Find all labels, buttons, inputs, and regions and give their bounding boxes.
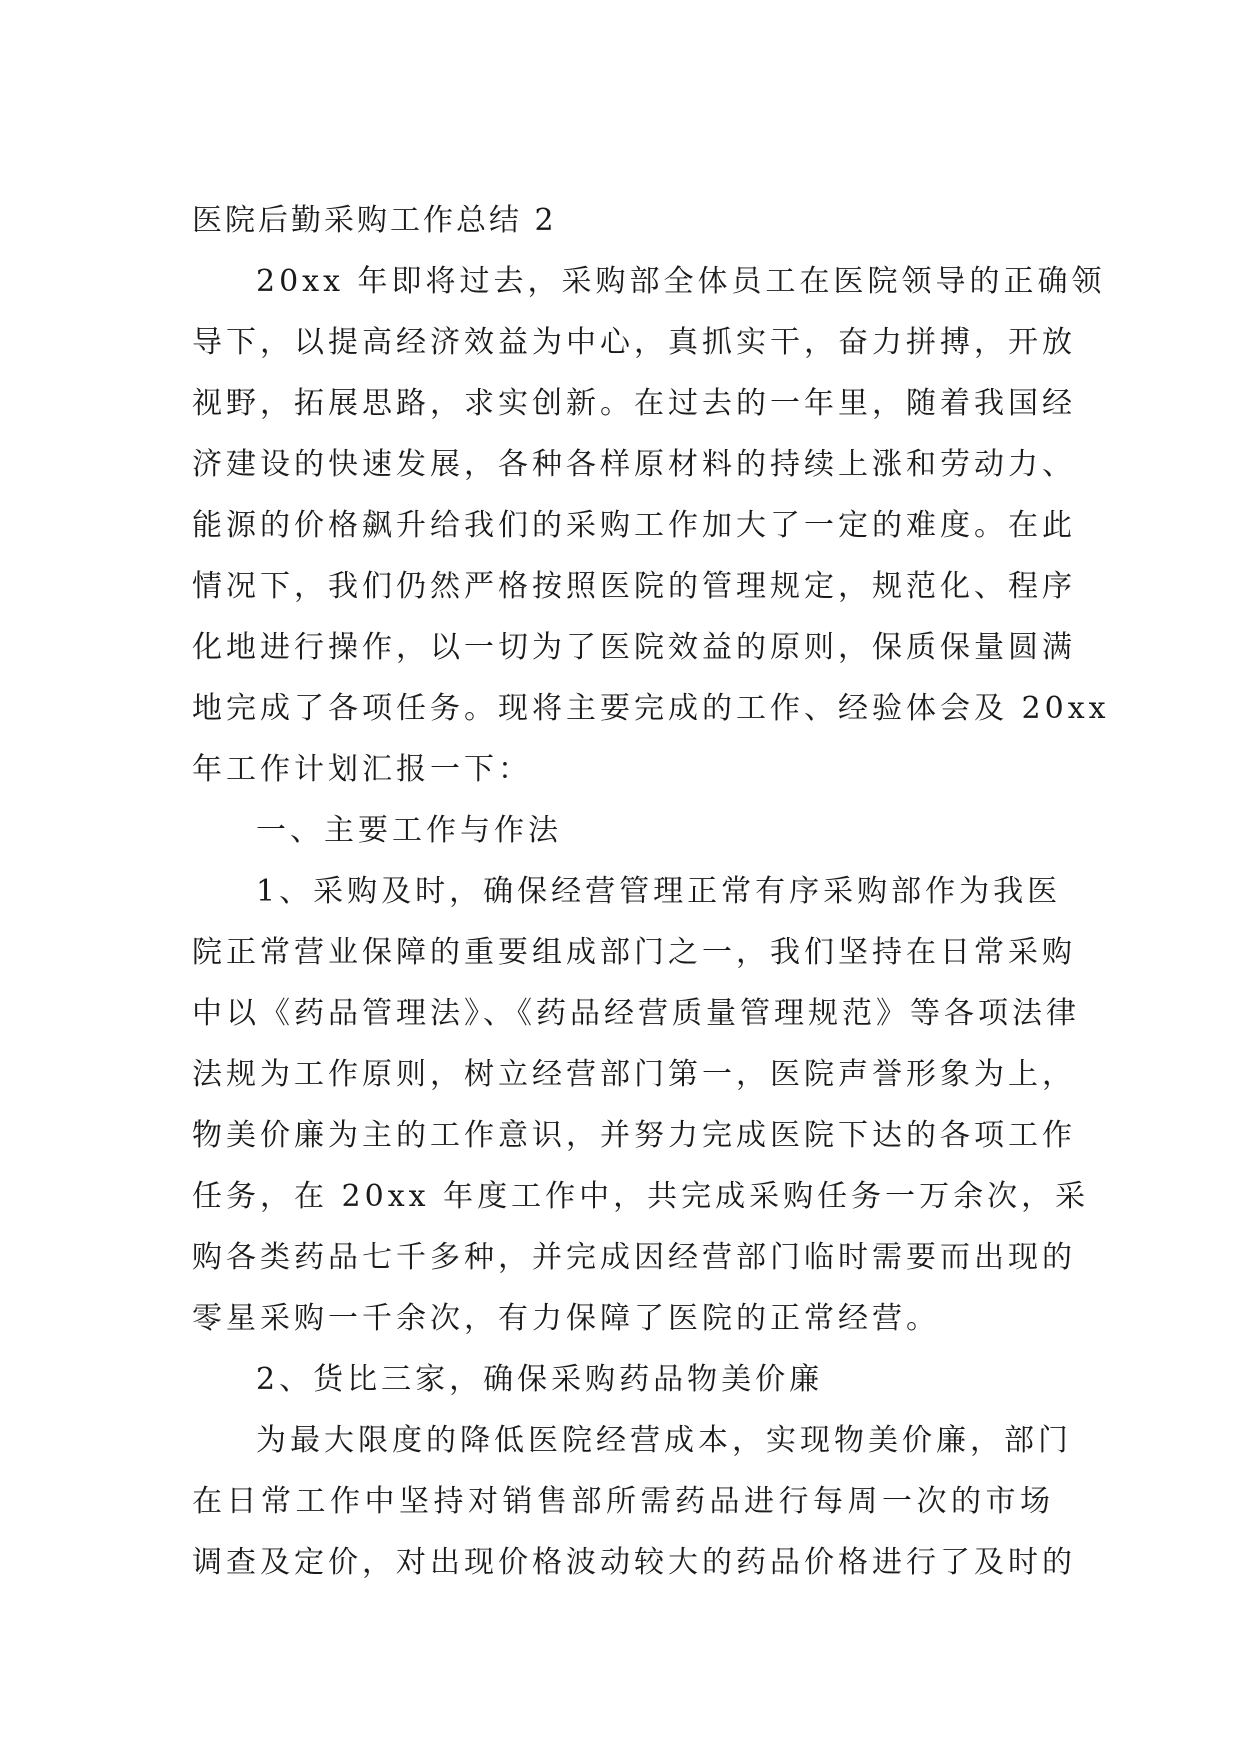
- paragraph-line: 情况下，我们仍然严格按照医院的管理规定，规范化、程序: [192, 569, 1076, 604]
- section-heading: 一、主要工作与作法: [256, 813, 562, 848]
- paragraph-line: 20xx 年即将过去，采购部全体员工在医院领导的正确领: [256, 264, 1106, 299]
- paragraph-line: 地完成了各项任务。现将主要完成的工作、经验体会及 20xx: [192, 691, 1110, 726]
- document-title: 医院后勤采购工作总结 2: [192, 203, 557, 238]
- paragraph-line: 导下，以提高经济效益为中心，真抓实干，奋力拼搏，开放: [192, 325, 1076, 360]
- paragraph-line: 购各类药品七千多种，并完成因经营部门临时需要而出现的: [192, 1240, 1076, 1275]
- paragraph-line: 化地进行操作，以一切为了医院效益的原则，保质保量圆满: [192, 630, 1076, 665]
- paragraph-line: 年工作计划汇报一下：: [192, 752, 532, 787]
- paragraph-line: 济建设的快速发展，各种各样原材料的持续上涨和劳动力、: [192, 447, 1076, 482]
- section-heading: 2、货比三家，确保采购药品物美价廉: [256, 1362, 824, 1397]
- paragraph-line: 视野，拓展思路，求实创新。在过去的一年里，随着我国经: [192, 386, 1076, 421]
- paragraph-line: 调查及定价，对出现价格波动较大的药品价格进行了及时的: [192, 1545, 1076, 1580]
- paragraph-line: 物美价廉为主的工作意识，并努力完成医院下达的各项工作: [192, 1118, 1076, 1153]
- paragraph-line: 法规为工作原则，树立经营部门第一，医院声誉形象为上，: [192, 1057, 1076, 1092]
- paragraph-line: 零星采购一千余次，有力保障了医院的正常经营。: [192, 1301, 940, 1336]
- document-body: [192, 190, 1110, 1593]
- paragraph-line: 院正常营业保障的重要组成部门之一，我们坚持在日常采购: [192, 935, 1076, 970]
- paragraph-line: 能源的价格飙升给我们的采购工作加大了一定的难度。在此: [192, 508, 1076, 543]
- paragraph-line: 在日常工作中坚持对销售部所需药品进行每周一次的市场: [192, 1484, 1054, 1519]
- paragraph-line: 中以《药品管理法》、《药品经营质量管理规范》等各项法律: [192, 996, 1080, 1031]
- paragraph-line: 1、采购及时，确保经营管理正常有序采购部作为我医: [256, 874, 1062, 909]
- paragraph-line: 为最大限度的降低医院经营成本，实现物美价廉，部门: [256, 1423, 1072, 1458]
- paragraph-line: 任务，在 20xx 年度工作中，共完成采购任务一万余次，采: [192, 1179, 1090, 1214]
